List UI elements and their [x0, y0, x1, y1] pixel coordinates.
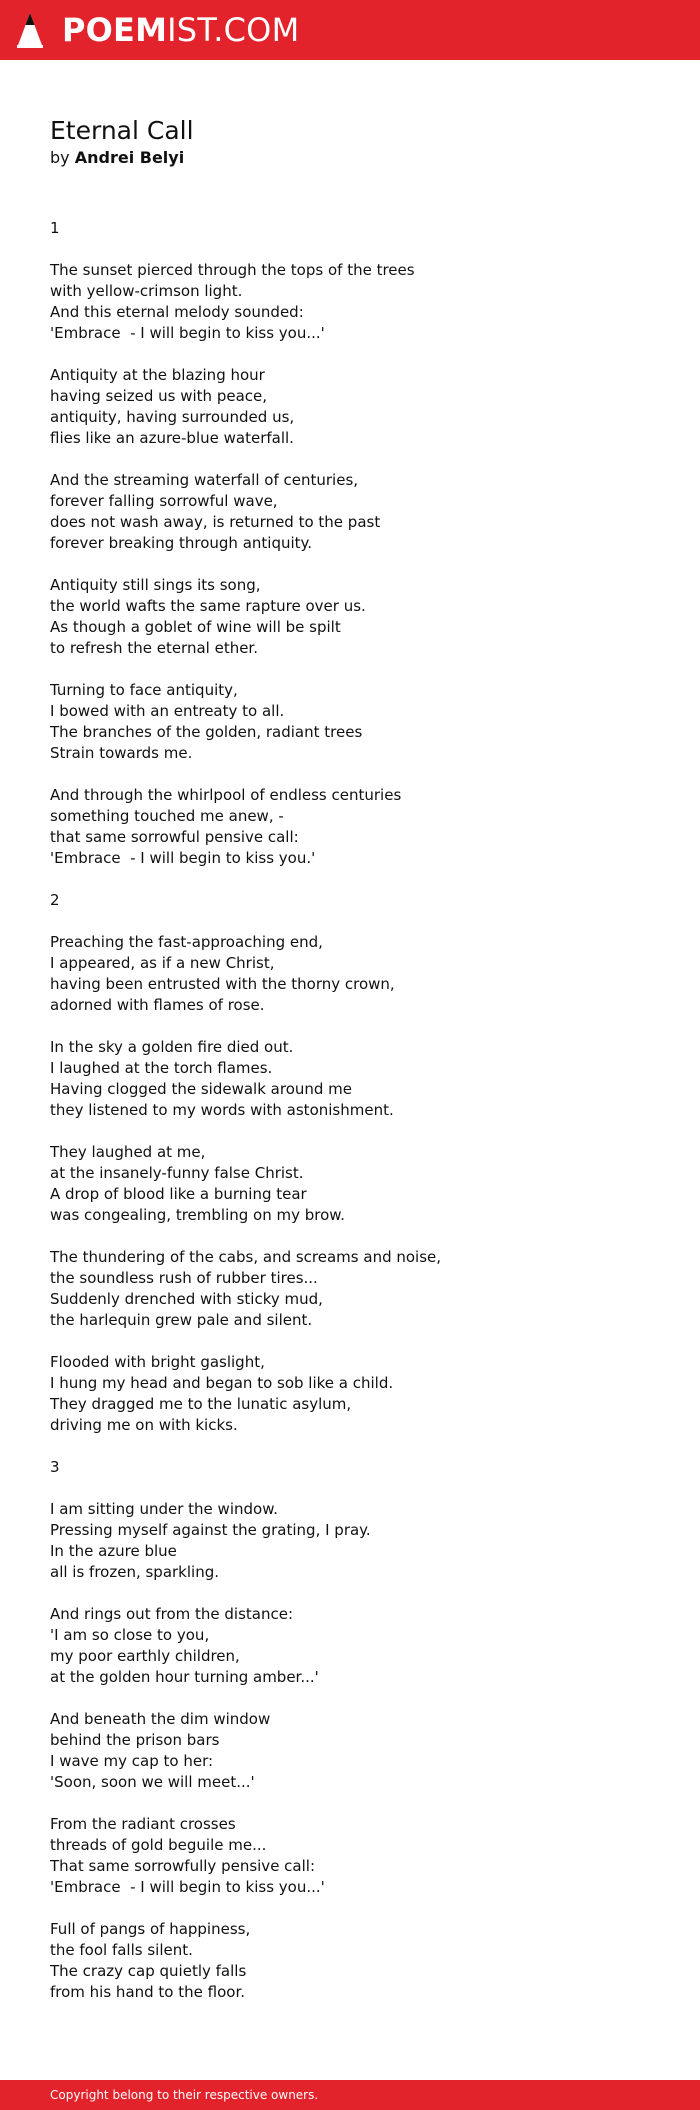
stanza [50, 932, 650, 1016]
stanza [50, 1352, 650, 1436]
poem-line: I hung my head and began to sob like a child. [50, 1374, 394, 1392]
poem-line: They dragged me to the lunatic asylum, [50, 1395, 352, 1413]
poem-line: I appeared, as if a new Christ, [50, 954, 275, 972]
poem-line: behind the prison bars [50, 1731, 220, 1749]
copyright-text: Copyright belong to their respective owners. [50, 2088, 319, 2102]
poem-line: something touched me anew, - [50, 807, 284, 825]
poem-line: the world wafts the same rapture over us. [50, 597, 366, 615]
poem-line: 'Embrace - I will begin to kiss you...' [50, 1878, 325, 1896]
stanza [50, 1499, 650, 1583]
poem-line: all is frozen, sparkling. [50, 1563, 219, 1581]
poem-line: Antiquity still sings its song, [50, 576, 261, 594]
stanza [50, 1247, 650, 1331]
section-number [50, 218, 650, 239]
poem-line: And through the whirlpool of endless centuries [50, 786, 402, 804]
poem-line: The crazy cap quietly falls [50, 1962, 247, 1980]
poem-line: driving me on with kicks. [50, 1416, 238, 1434]
poem-line: I wave my cap to her: [50, 1752, 214, 1770]
author-name[interactable]: Andrei Belyi [74, 148, 185, 167]
poem-line: having been entrusted with the thorny crown, [50, 975, 395, 993]
site-footer [0, 2080, 700, 2110]
poem-line: And rings out from the distance: [50, 1605, 294, 1623]
poem-line: 'Soon, soon we will meet...' [50, 1773, 255, 1791]
poem-line: from his hand to the floor. [50, 1983, 245, 2001]
poem-line: 'Embrace - I will begin to kiss you.' [50, 849, 316, 867]
poem-line: they listened to my words with astonishment. [50, 1101, 394, 1119]
poem-line: 'Embrace - I will begin to kiss you...' [50, 324, 325, 342]
poem-line: And beneath the dim window [50, 1710, 271, 1728]
poem-line: I laughed at the torch flames. [50, 1059, 273, 1077]
poem-title: Eternal Call [50, 116, 194, 145]
poem-line: A drop of blood like a burning tear [50, 1185, 307, 1203]
stanza [50, 1814, 650, 1898]
poem-line: And this eternal melody sounded: [50, 303, 304, 321]
poem-line: The thundering of the cabs, and screams and noise, [50, 1248, 442, 1266]
poem-line: that same sorrowful pensive call: [50, 828, 299, 846]
stanza [50, 365, 650, 449]
poem-line: I bowed with an entreaty to all. [50, 702, 285, 720]
poem-line: at the insanely-funny false Christ. [50, 1164, 304, 1182]
poem-line: my poor earthly children, [50, 1647, 240, 1665]
poem-line: The branches of the golden, radiant trees [50, 723, 363, 741]
byline [50, 146, 184, 170]
poem-line: Pressing myself against the grating, I pray. [50, 1521, 371, 1539]
stanza [50, 785, 650, 869]
stanza [50, 1919, 650, 2003]
poem-line: antiquity, having surrounded us, [50, 408, 295, 426]
site-header [0, 0, 700, 60]
stanza [50, 680, 650, 764]
poem-line: 1 [50, 219, 60, 237]
poem-line: adorned with flames of rose. [50, 996, 265, 1014]
poem-line: was congealing, trembling on my brow. [50, 1206, 345, 1224]
poem-line: Turning to face antiquity, [50, 681, 238, 699]
poem-line: Flooded with bright gaslight, [50, 1353, 265, 1371]
stanza [50, 1037, 650, 1121]
stanza [50, 260, 650, 344]
poem-line: Antiquity at the blazing hour [50, 366, 265, 384]
poem-line: In the azure blue [50, 1542, 177, 1560]
poem-line: I am sitting under the window. [50, 1500, 278, 1518]
poem-body [50, 218, 650, 2024]
poem-line: the soundless rush of rubber tires... [50, 1269, 318, 1287]
poem-line: Preaching the fast-approaching end, [50, 933, 323, 951]
stanza [50, 1142, 650, 1226]
poem-line: having seized us with peace, [50, 387, 268, 405]
poem-line: 3 [50, 1458, 60, 1476]
poem-line: to refresh the eternal ether. [50, 639, 258, 657]
site-logo[interactable] [62, 10, 299, 50]
poem-line: In the sky a golden fire died out. [50, 1038, 294, 1056]
poem-line: forever falling sorrowful wave, [50, 492, 278, 510]
poem-line: And the streaming waterfall of centuries, [50, 471, 359, 489]
logo-text-light: IST.COM [167, 11, 300, 49]
logo-text-bold: POEM [62, 11, 168, 49]
stanza [50, 575, 650, 659]
poem-line: 'I am so close to you, [50, 1626, 210, 1644]
poem-line: From the radiant crosses [50, 1815, 236, 1833]
section-number [50, 1457, 650, 1478]
poem-line: forever breaking through antiquity. [50, 534, 313, 552]
poem-line: They laughed at me, [50, 1143, 206, 1161]
poem-line: As though a goblet of wine will be spilt [50, 618, 341, 636]
section-number [50, 890, 650, 911]
poem-line: at the golden hour turning amber...' [50, 1668, 319, 1686]
stanza [50, 1709, 650, 1793]
poem-line: Having clogged the sidewalk around me [50, 1080, 353, 1098]
stanza [50, 470, 650, 554]
poem-line: flies like an azure-blue waterfall. [50, 429, 294, 447]
poem-line: Suddenly drenched with sticky mud, [50, 1290, 323, 1308]
poem-line: with yellow-crimson light. [50, 282, 243, 300]
poem-line: does not wash away, is returned to the past [50, 513, 381, 531]
poem-line: Strain towards me. [50, 744, 193, 762]
poem-line: That same sorrowfully pensive call: [50, 1857, 316, 1875]
stanza [50, 1604, 650, 1688]
poem-line: the harlequin grew pale and silent. [50, 1311, 313, 1329]
pencil-logo-icon[interactable] [16, 12, 44, 50]
poem-line: Full of pangs of happiness, [50, 1920, 251, 1938]
poem-line: 2 [50, 891, 60, 909]
poem-line: threads of gold beguile me... [50, 1836, 267, 1854]
by-label: by [50, 148, 70, 167]
poem-line: the fool falls silent. [50, 1941, 193, 1959]
poem-line: The sunset pierced through the tops of the trees [50, 261, 415, 279]
